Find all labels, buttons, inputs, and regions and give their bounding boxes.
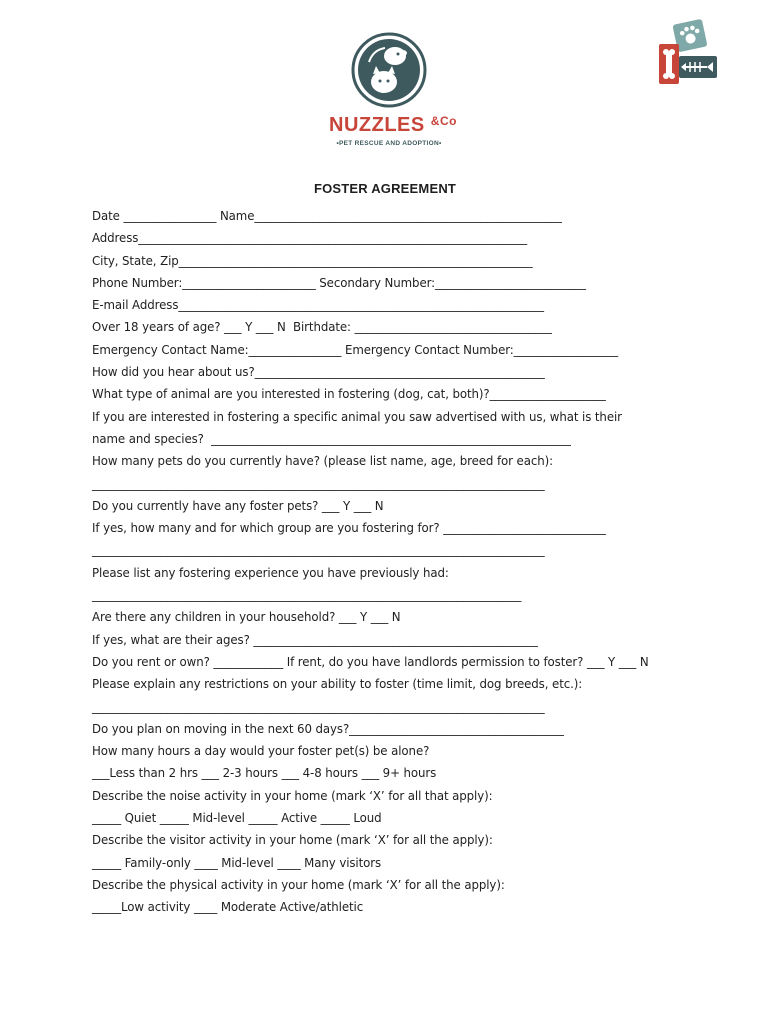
animal-type-line[interactable]: What type of animal are you interested in fostering (dog, cat, both)?____________________ bbox=[92, 387, 606, 402]
heard-about-us-line[interactable]: How did you hear about us?__________________________________________________ bbox=[92, 365, 545, 380]
physical-activity-options[interactable]: _____Low activity ____ Moderate Active/athletic bbox=[92, 900, 364, 915]
experience-answer-line[interactable]: __________________________________________________________________________ bbox=[92, 588, 522, 603]
restrictions-question: Please explain any restrictions on your ability to foster (time limit, dog breeds, etc.): bbox=[92, 677, 583, 692]
specific-animal-question: If you are interested in fostering a specific animal you saw advertised with us, what is their bbox=[92, 409, 622, 424]
children-line[interactable]: Are there any children in your household? ___ Y ___ N bbox=[92, 610, 401, 625]
noise-activity-options[interactable]: _____ Quiet _____ Mid-level _____ Active _____ Loud bbox=[92, 811, 382, 826]
emergency-contact-line[interactable]: Emergency Contact Name:________________ Emergency Contact Number:__________________ bbox=[92, 342, 619, 357]
phone-line[interactable]: Phone Number:_______________________ Secondary Number:__________________________ bbox=[92, 275, 586, 290]
age-birthdate-line[interactable]: Over 18 years of age? ___ Y ___ N Birthdate: __________________________________ bbox=[92, 320, 552, 335]
brand-amp: &Co bbox=[430, 114, 457, 128]
brand-tagline: •PET RESCUE AND ADOPTION• bbox=[336, 140, 442, 147]
moving-line[interactable]: Do you plan on moving in the next 60 days?_____________________________________ bbox=[92, 721, 564, 736]
rent-own-line[interactable]: Do you rent or own? ____________ If rent, do you have landlords permission to foster? ___ Y ___ N bbox=[92, 654, 649, 669]
brand-text: NUZZLES bbox=[329, 114, 425, 136]
date-name-line[interactable]: Date ________________ Name_____________________________________________________ bbox=[92, 209, 562, 223]
city-state-zip-line[interactable]: City, State, Zip_____________________________________________________________ bbox=[92, 253, 533, 268]
experience-question: Please list any fostering experience you have previously had: bbox=[92, 565, 449, 580]
hours-alone-question: How many hours a day would your foster pet(s) be alone? bbox=[92, 744, 430, 759]
brand-name bbox=[329, 114, 457, 137]
pet-icons-badge-icon bbox=[657, 18, 719, 86]
address-line[interactable]: Address___________________________________________________________________ bbox=[92, 231, 528, 246]
foster-group-answer-line[interactable]: ______________________________________________________________________________ bbox=[92, 543, 545, 558]
noise-activity-question: Describe the noise activity in your home (mark ‘X’ for all that apply): bbox=[92, 788, 493, 803]
visitor-activity-question: Describe the visitor activity in your home (mark ‘X’ for all the apply): bbox=[92, 833, 493, 848]
email-line[interactable]: E-mail Address_______________________________________________________________ bbox=[92, 298, 544, 313]
hours-alone-options[interactable]: ___Less than 2 hrs ___ 2-3 hours ___ 4-8 hours ___ 9+ hours bbox=[92, 766, 437, 781]
foster-group-line[interactable]: If yes, how many and for which group are you fostering for? ____________________________ bbox=[92, 521, 606, 536]
children-ages-line[interactable]: If yes, what are their ages? _________________________________________________ bbox=[92, 632, 538, 647]
form-title: FOSTER AGREEMENT bbox=[313, 181, 457, 196]
current-pets-question: How many pets do you currently have? (please list name, age, breed for each): bbox=[92, 454, 553, 469]
pet-emblem-icon bbox=[351, 32, 427, 108]
physical-activity-question: Describe the physical activity in your home (mark ‘X’ for all the apply): bbox=[92, 877, 505, 892]
foster-pets-line[interactable]: Do you currently have any foster pets? ___ Y ___ N bbox=[92, 498, 384, 513]
restrictions-answer-line[interactable]: ______________________________________________________________________________ bbox=[92, 699, 545, 714]
foster-form bbox=[92, 205, 692, 919]
visitor-activity-options[interactable]: _____ Family-only ____ Mid-level ____ Many visitors bbox=[92, 855, 382, 870]
name-species-line[interactable]: name and species? ______________________________________________________________ bbox=[92, 431, 571, 446]
current-pets-answer-line[interactable]: ______________________________________________________________________________ bbox=[92, 476, 545, 491]
